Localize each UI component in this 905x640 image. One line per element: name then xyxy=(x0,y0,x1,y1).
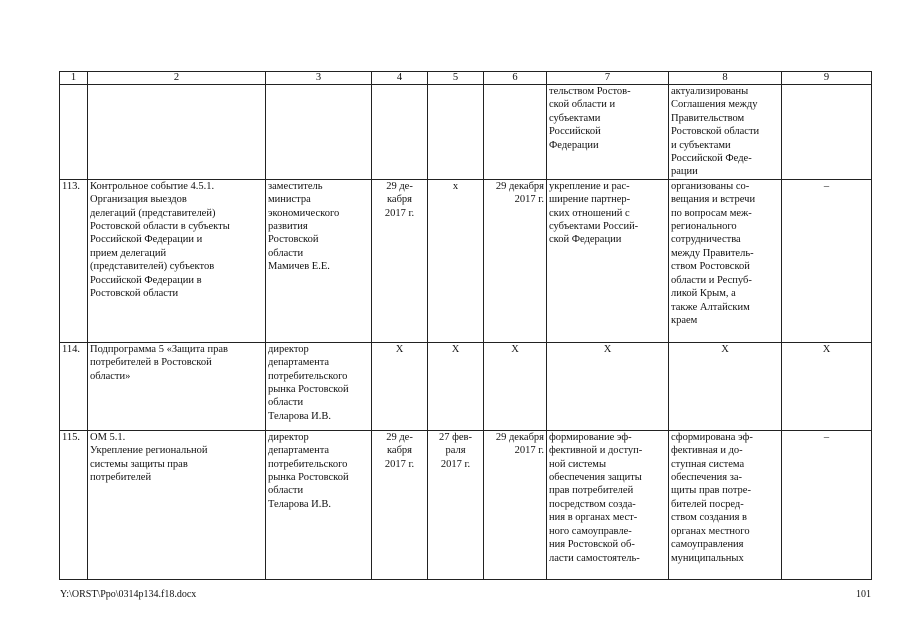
start-date: х xyxy=(428,179,484,342)
page-number: 101 xyxy=(856,589,871,600)
expected-result: укрепление и рас- ширение партнер- ских отношений с субъектами Россий- ской Федерации xyxy=(547,179,669,342)
event-name: Контрольное событие 4.5.1. Организация выездов делегаций (представителей) Ростовской области в субъекты Российской Федерации и прием делегаций (представителей) субъектов Российской Федерации в Ростовской области xyxy=(88,179,266,342)
column-header-1: 1 xyxy=(60,72,88,85)
column-header-7: 7 xyxy=(547,72,669,85)
continuation-actual-result: актуализированы Соглашения между Правительством Ростовской области и субъектами Российской Феде- рации xyxy=(669,85,782,180)
empty-cell xyxy=(88,85,266,180)
end-date: Х xyxy=(484,342,547,430)
event-name: Подпрограмма 5 «Защита прав потребителей в Ростовской области» xyxy=(88,342,266,430)
start-date: Х xyxy=(428,342,484,430)
expected-result: Х xyxy=(547,342,669,430)
note: Х xyxy=(782,342,872,430)
empty-cell xyxy=(484,85,547,180)
column-header-8: 8 xyxy=(669,72,782,85)
row-number: 114. xyxy=(60,342,88,430)
row-number: 113. xyxy=(60,179,88,342)
empty-cell xyxy=(266,85,372,180)
document-table xyxy=(59,71,872,580)
column-header-5: 5 xyxy=(428,72,484,85)
column-header-4: 4 xyxy=(372,72,428,85)
empty-cell xyxy=(782,85,872,180)
note: – xyxy=(782,430,872,579)
column-number-row xyxy=(60,72,872,85)
table-row xyxy=(60,342,872,430)
table-row xyxy=(60,179,872,342)
responsible-person: директор департамента потребительского рынка Ростовской области Теларова И.В. xyxy=(266,430,372,579)
responsible-person: директор департамента потребительского рынка Ростовской области Теларова И.В. xyxy=(266,342,372,430)
empty-cell xyxy=(60,85,88,180)
continuation-expected-result: тельством Ростов- ской области и субъектами Российской Федерации xyxy=(547,85,669,180)
event-name: ОМ 5.1. Укрепление региональной системы защиты прав потребителей xyxy=(88,430,266,579)
actual-result: организованы со- вещания и встречи по вопросам меж- регионального сотрудничества между Правитель- ством Ростовской области и Респуб- ликой Крым, а также Алтайским краем xyxy=(669,179,782,342)
expected-result: формирование эф- фективной и доступ- ной системы обеспечения защиты прав потребителей посредством созда- ния в органах мест- ного самоуправле- ния Ростовской об- ласти самостоятель- xyxy=(547,430,669,579)
column-header-2: 2 xyxy=(88,72,266,85)
column-header-9: 9 xyxy=(782,72,872,85)
row-number: 115. xyxy=(60,430,88,579)
note: – xyxy=(782,179,872,342)
planned-date: 29 де- кабря 2017 г. xyxy=(372,430,428,579)
end-date: 29 декабря 2017 г. xyxy=(484,179,547,342)
continuation-row xyxy=(60,85,872,180)
column-header-3: 3 xyxy=(266,72,372,85)
planned-date: 29 де- кабря 2017 г. xyxy=(372,179,428,342)
file-path-footer: Y:\ORST\Ppo\0314p134.f18.docx xyxy=(60,589,197,600)
empty-cell xyxy=(428,85,484,180)
table-row xyxy=(60,430,872,579)
start-date: 27 фев- раля 2017 г. xyxy=(428,430,484,579)
actual-result: Х xyxy=(669,342,782,430)
responsible-person: заместитель министра экономического развития Ростовской области Мамичев Е.Е. xyxy=(266,179,372,342)
actual-result: сформирована эф- фективная и до- ступная система обеспечения за- щиты прав потре- бителей посред- ством создания в органах местного самоуправления муниципальных xyxy=(669,430,782,579)
planned-date: Х xyxy=(372,342,428,430)
empty-cell xyxy=(372,85,428,180)
column-header-6: 6 xyxy=(484,72,547,85)
end-date: 29 декабря 2017 г. xyxy=(484,430,547,579)
